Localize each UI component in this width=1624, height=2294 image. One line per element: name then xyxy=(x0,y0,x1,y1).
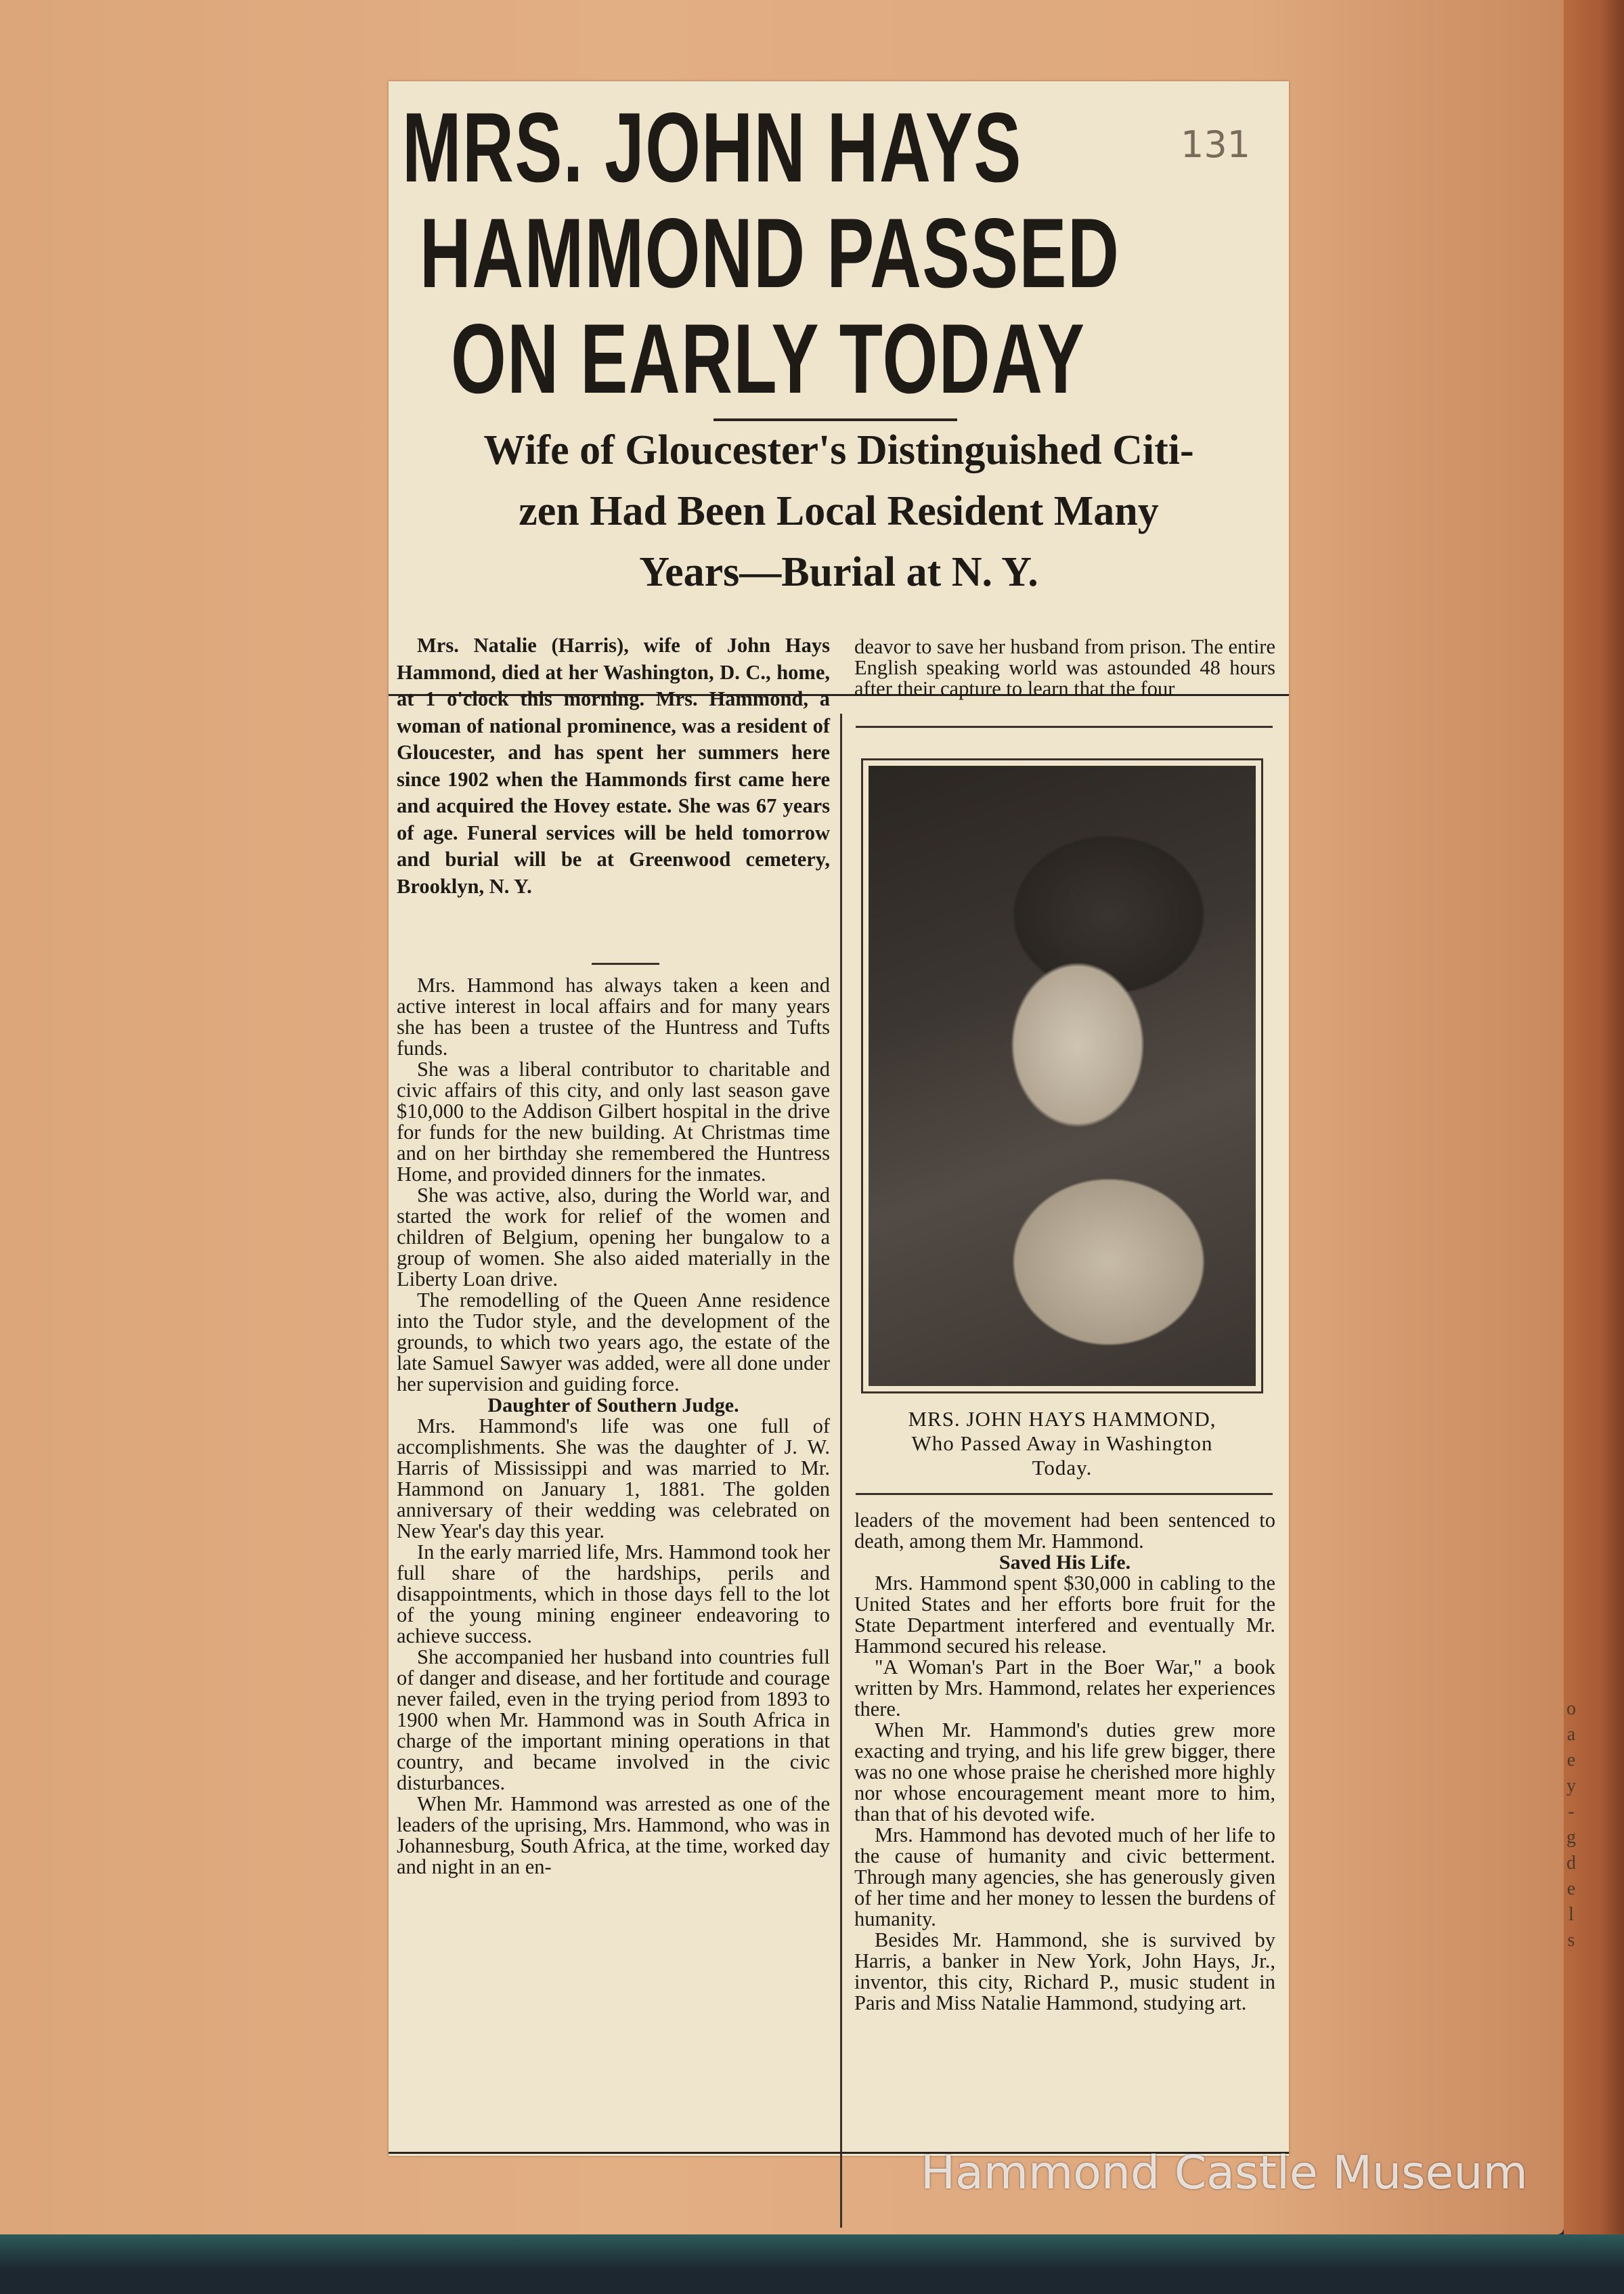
subhead-line-3: Years—Burial at N. Y. xyxy=(639,549,1038,595)
headline-line-2: HAMMOND PASSED xyxy=(419,198,1120,308)
left-paragraph: When Mr. Hammond was arrested as one of the leaders of the uprising, Mrs. Hammond, who was in Johannesburg, South Africa, at the time, worked day and night in an en- xyxy=(397,1792,830,1878)
right-top-rule xyxy=(856,726,1273,728)
book-edge xyxy=(0,2234,1624,2294)
pencil-note: 131 xyxy=(1181,123,1251,166)
section-head-saved-his-life: Saved His Life. xyxy=(998,1551,1131,1574)
left-paragraph: Mrs. Hammond has always taken a keen and active interest in local affairs and for many years she has been a trustee of the Huntress and Tufts funds. xyxy=(397,974,830,1060)
left-paragraph: She was active, also, during the World war, and started the work for relief of the women and children of Belgium, opening her bungalow to a group of women. She also aided materially in the Liberty Loan drive. xyxy=(397,1184,830,1291)
caption-rule xyxy=(856,1493,1273,1495)
column-divider xyxy=(840,714,842,2228)
left-paragraph: She was a liberal contributor to charitable and civic affairs of this city, and only last season gave $10,000 to the Addison Gilbert hospital in the drive for funds for the new building. At Christmas time and on her birthday she remembered the Huntress Home, and provided dinners for the inmates. xyxy=(397,1058,830,1186)
edge-tab-text: o a e y - g d e l s xyxy=(1566,1698,1576,1951)
right-top-text xyxy=(854,636,1275,699)
right-column xyxy=(854,1510,1275,2014)
museum-watermark: Hammond Castle Museum xyxy=(921,2146,1528,2200)
right-paragraph: Mrs. Hammond has devoted much of her life to the cause of humanity and civic betterment. Through many agencies, she has generously given of her time and her money to lessen the burdens of humanity. xyxy=(854,1823,1275,1930)
subhead-line-1: Wife of Gloucester's Distinguished Citi- xyxy=(483,427,1194,473)
left-column xyxy=(397,975,830,1878)
left-paragraph: In the early married life, Mrs. Hammond took her full share of the hardships, perils and disappointments, which in those days fell to the lot of the young mining engineer endeavoring to achieve success. xyxy=(397,1540,830,1647)
right-paragraph: Besides Mr. Hammond, she is survived by Harris, a banker in New York, John Hays, Jr., inventor, this city, Richard P., music student in Paris and Miss Natalie Hammond, studying art. xyxy=(854,1928,1275,2014)
photo-caption xyxy=(856,1407,1269,1480)
lead-divider xyxy=(592,963,659,965)
lead-paragraph xyxy=(397,632,830,900)
right-paragraph: When Mr. Hammond's duties grew more exacting and trying, and his life grew bigger, there was no one whose praise he cherished more highly nor whose encouragement meant more to him, than that of his devoted wife. xyxy=(854,1718,1275,1825)
caption-line-1: MRS. JOHN HAYS HAMMOND, xyxy=(908,1407,1216,1431)
headline-line-3: ON EARLY TODAY xyxy=(451,303,1086,414)
lead-text: Mrs. Natalie (Harris), wife of John Hays Hammond, died at her Washington, D. C., home, at 1 o'clock this morning. Mrs. Hammond, a woman of national prominence, was a resident of Gloucester, and has spent her summers here since 1902 when the Hammonds first came here and acquired the Hovey estate. She was 67 years of age. Funeral services will be held tomorrow and burial will be at Greenwood cemetery, Brooklyn, N. Y. xyxy=(397,634,830,898)
headline xyxy=(402,92,1275,414)
subhead-line-2: zen Had Been Local Resident Many xyxy=(519,488,1159,534)
left-paragraph: Mrs. Hammond's life was one full of accomplishments. She was the daughter of J. W. Harris of Mississippi and was married to Mr. Hammond on January 1, 1881. The golden anniversary of their wedding was celebrated on New Year's day this year. xyxy=(397,1414,830,1542)
caption-line-3: Today. xyxy=(1032,1456,1093,1479)
right-paragraph: Mrs. Hammond spent $30,000 in cabling to the United States and her efforts bore fruit for the State Department interfered and eventually Mr. Hammond secured his release. xyxy=(854,1572,1275,1658)
newspaper-clipping xyxy=(389,81,1289,2156)
portrait-photo-frame xyxy=(861,758,1263,1393)
left-paragraph: She accompanied her husband into countries full of danger and disease, and her fortitude and courage never failed, even in the trying period from 1893 to 1900 when Mr. Hammond was in South Africa in charge of the important mining operations in that country, and became involved in the civic disturbances. xyxy=(397,1645,830,1794)
section-head-southern-judge: Daughter of Southern Judge. xyxy=(487,1394,739,1416)
right-continuation: leaders of the movement had been sentenced to death, among them Mr. Hammond. xyxy=(854,1509,1275,1553)
caption-line-2: Who Passed Away in Washington xyxy=(911,1431,1213,1455)
right-top-paragraph: deavor to save her husband from prison. The entire English speaking world was astounded 48 hours after their capture to learn that the four xyxy=(854,635,1275,700)
portrait-photo xyxy=(869,766,1256,1386)
left-paragraph: The remodelling of the Queen Anne residence into the Tudor style, and the development of the grounds, to which two years ago, the estate of the late Samuel Sawyer was added, were all done under her supervision and guiding force. xyxy=(397,1289,830,1395)
headline-line-1: MRS. JOHN HAYS xyxy=(402,92,1022,202)
right-paragraph: "A Woman's Part in the Boer War," a book written by Mrs. Hammond, relates her experiences there. xyxy=(854,1655,1275,1720)
subheadline xyxy=(402,420,1275,603)
